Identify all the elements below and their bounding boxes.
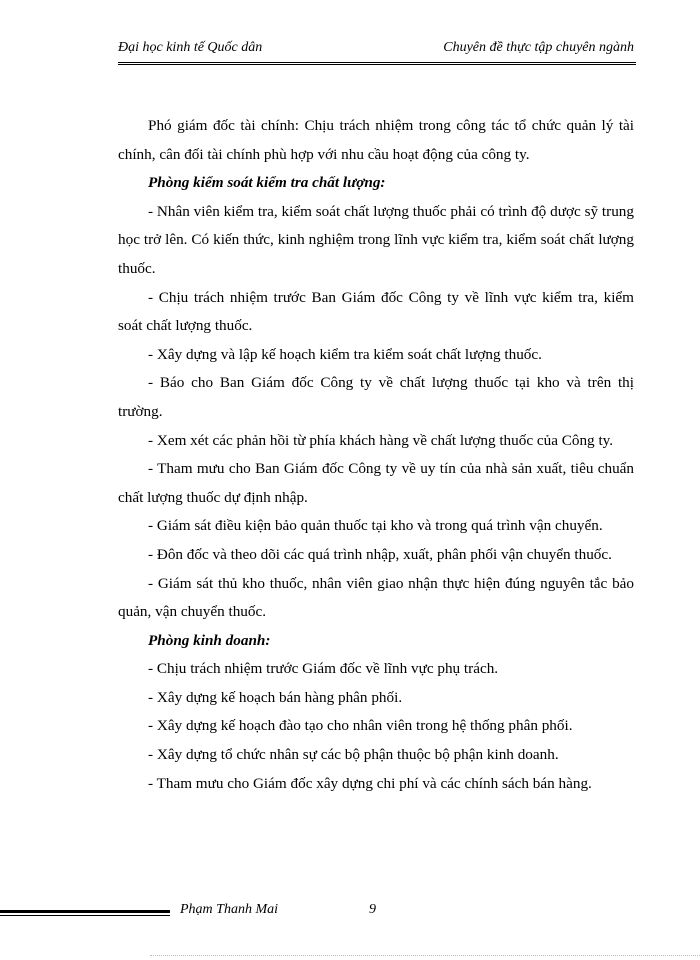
footer-dotted-rule: [150, 955, 700, 956]
list-item: - Xem xét các phản hồi từ phía khách hàng về chất lượng thuốc của Công ty.: [148, 431, 614, 449]
header-rule: [118, 62, 636, 65]
section-heading-sales: Phòng kinh doanh:: [148, 631, 271, 649]
list-item: - Nhân viên kiểm tra, kiểm soát chất lượng thuốc phải có trình độ dược sỹ trung học trở lên. Có kiến thức, kinh nghiệm trong lĩnh vực kiểm tra, kiểm soát chất lượng thuốc.: [118, 202, 634, 277]
header-university: Đại học kinh tế Quốc dân: [118, 40, 263, 55]
footer-rule: [0, 910, 170, 913]
page-body: [118, 112, 634, 798]
list-item: - Chịu trách nhiệm trước Ban Giám đốc Công ty về lĩnh vực kiểm tra, kiểm soát chất lượng thuốc.: [118, 288, 634, 335]
list-item: - Xây dựng kế hoạch đào tạo cho nhân viên trong hệ thống phân phối.: [148, 717, 573, 735]
list-item: - Xây dựng kế hoạch bán hàng phân phối.: [148, 688, 403, 706]
list-item: - Xây dựng và lập kế hoạch kiểm tra kiểm soát chất lượng thuốc.: [148, 345, 542, 363]
footer-author: Phạm Thanh Mai: [180, 902, 278, 917]
intro-paragraph: Phó giám đốc tài chính: Chịu trách nhiệm trong công tác tổ chức quản lý tài chính, cân đối tài chính phù hợp với nhu cầu hoạt động của công ty.: [118, 117, 634, 163]
page-footer: [0, 900, 700, 930]
list-item: - Tham mưu cho Giám đốc xây dựng chi phí và các chính sách bán hàng.: [148, 774, 592, 792]
list-item: - Báo cho Ban Giám đốc Công ty về chất lượng thuốc tại kho và trên thị trường.: [118, 374, 634, 420]
footer-rule-thin: [0, 915, 170, 916]
list-item: - Đôn đốc và theo dõi các quá trình nhập, xuất, phân phối vận chuyển thuốc.: [148, 545, 612, 563]
list-item: - Tham mưu cho Ban Giám đốc Công ty về uy tín của nhà sản xuất, tiêu chuẩn chất lượng thuốc dự định nhập.: [118, 460, 634, 506]
list-item: - Giám sát điều kiện bảo quản thuốc tại kho và trong quá trình vận chuyển.: [148, 517, 603, 535]
list-item: - Chịu trách nhiệm trước Giám đốc về lĩnh vực phụ trách.: [148, 660, 499, 678]
section-heading-quality-control: Phòng kiểm soát kiểm tra chất lượng:: [148, 174, 386, 192]
page-number: 9: [369, 902, 376, 917]
list-item: - Xây dựng tổ chức nhân sự các bộ phận thuộc bộ phận kinh doanh.: [148, 746, 559, 764]
header-document-type: Chuyên đề thực tập chuyên ngành: [443, 40, 634, 55]
list-item: - Giám sát thủ kho thuốc, nhân viên giao nhận thực hiện đúng nguyên tắc bảo quản, vận chuyển thuốc.: [118, 574, 634, 621]
